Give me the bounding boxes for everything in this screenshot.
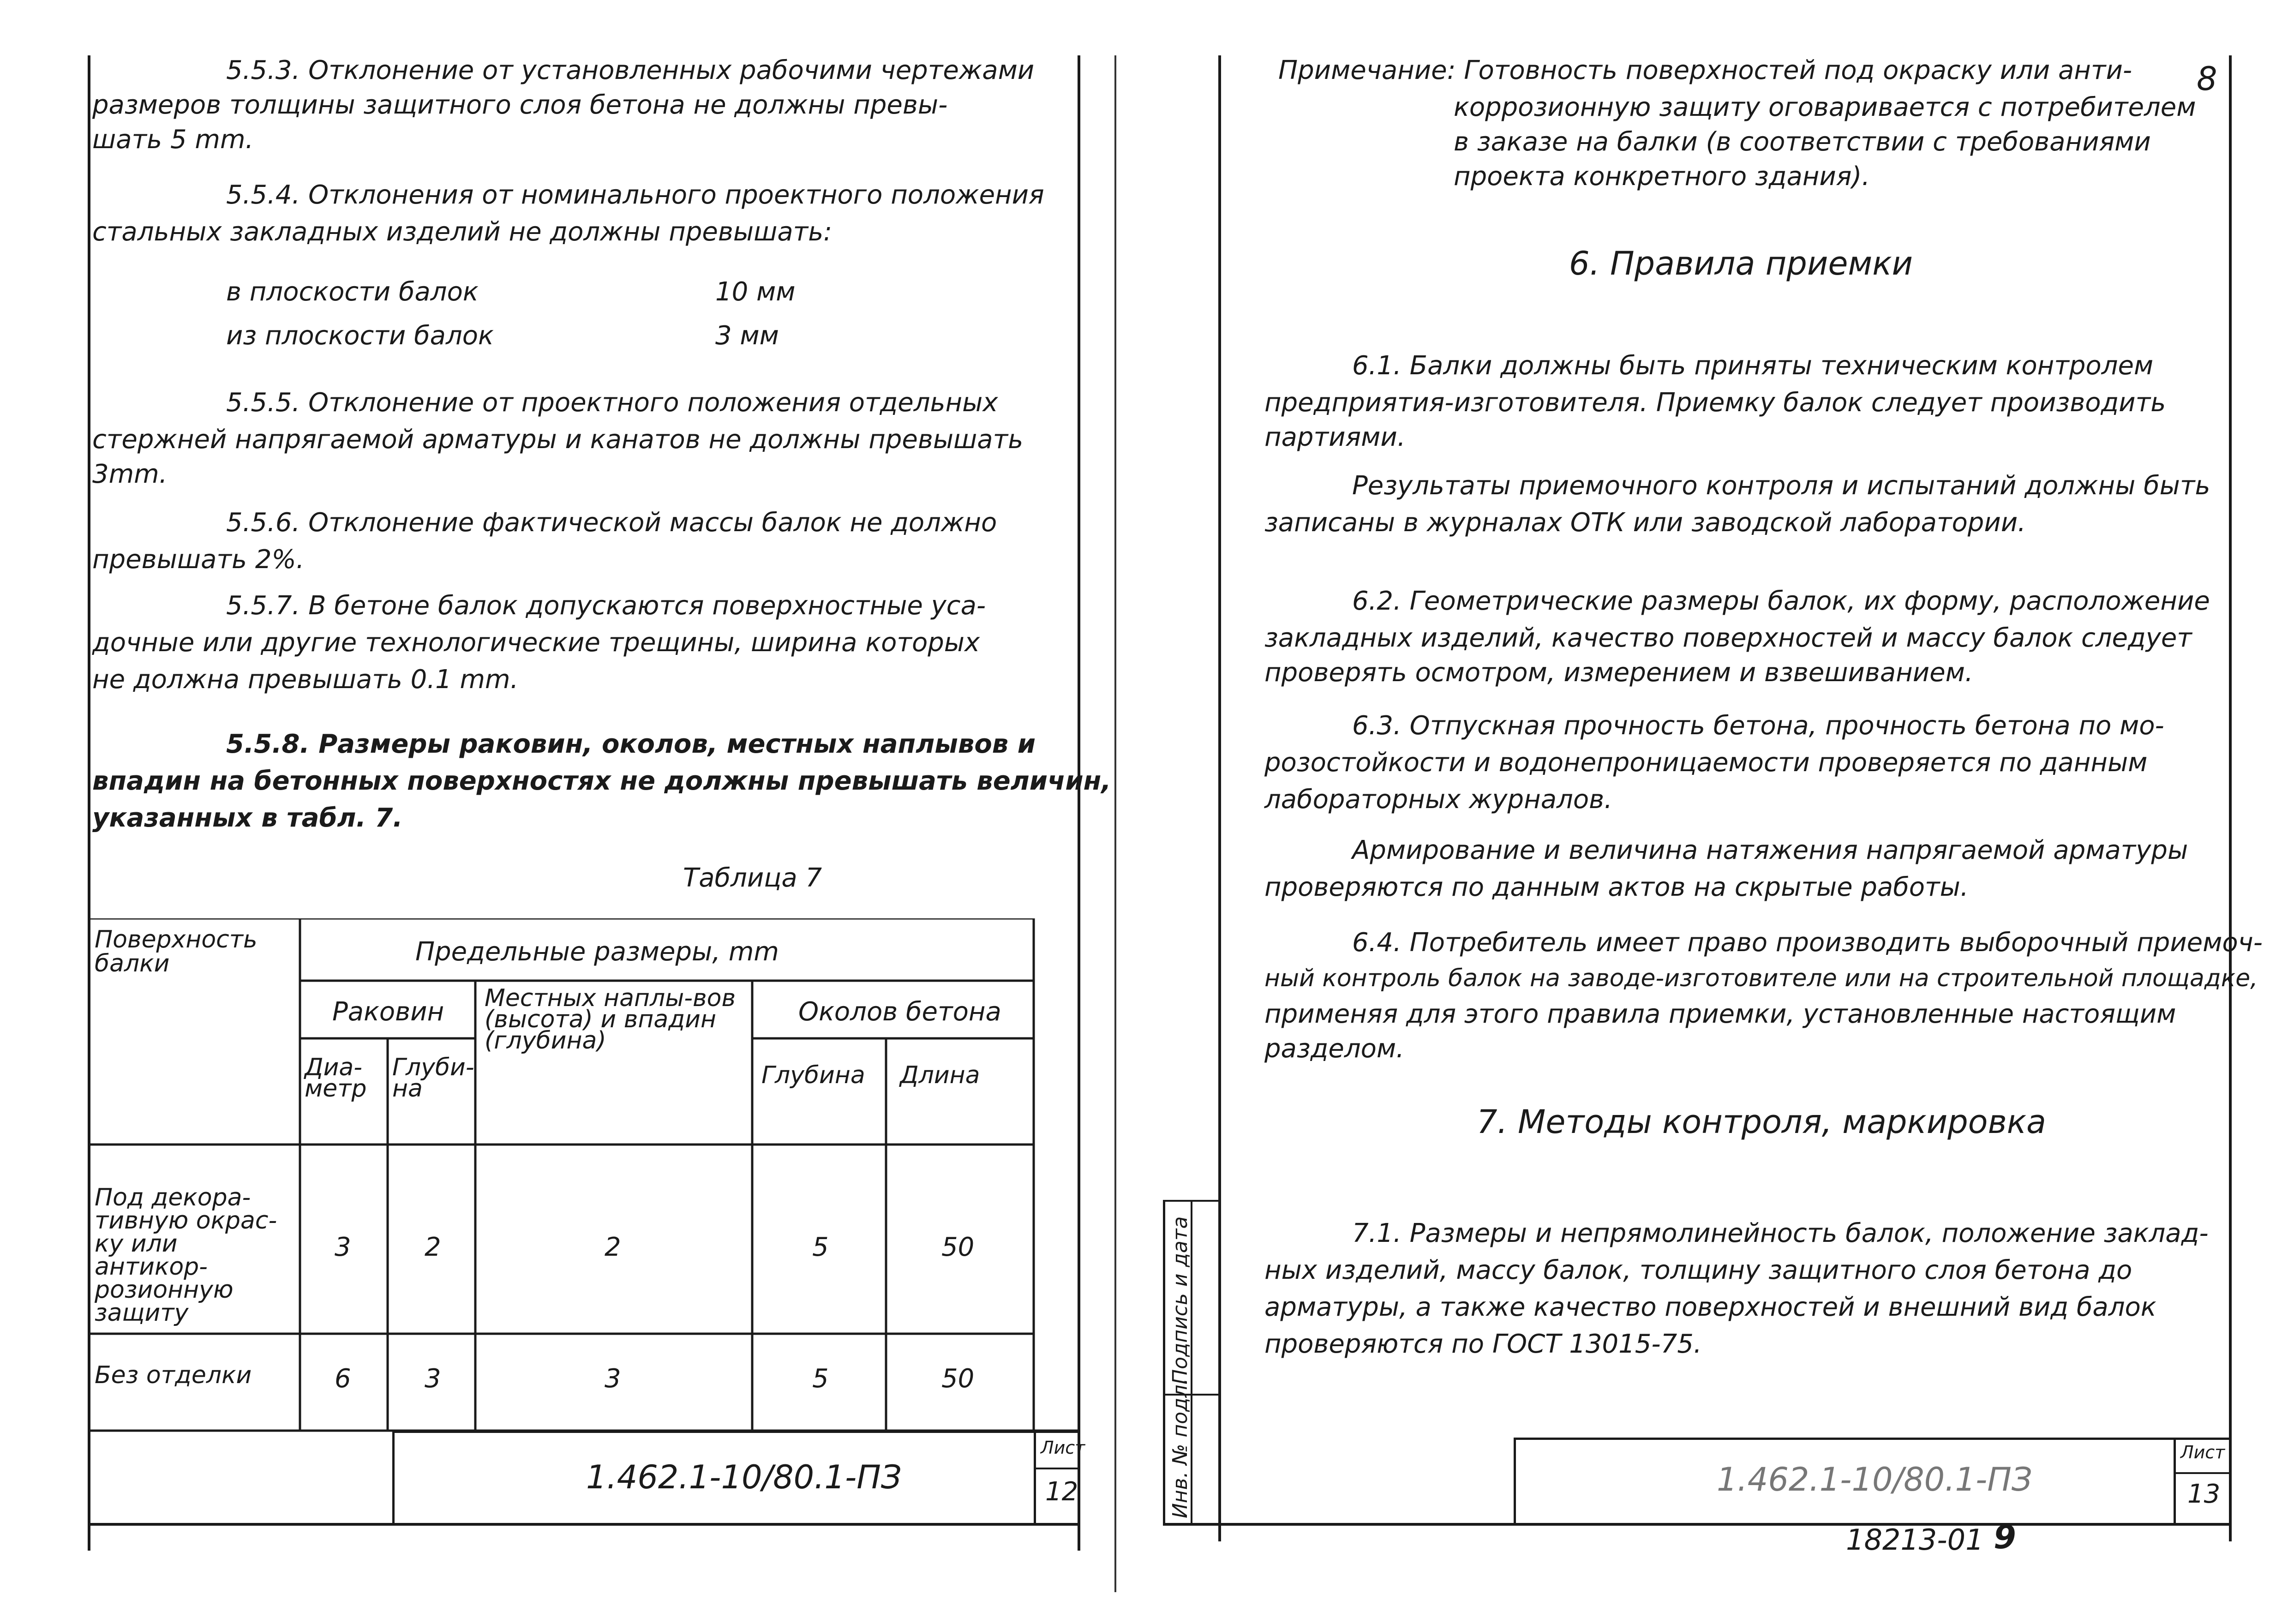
row2-surface: Без отделки (95, 1361, 252, 1389)
th-limits: Предельные размеры, mm (415, 937, 779, 967)
table-7 (88, 918, 1080, 1435)
row2-local: 3 (605, 1364, 621, 1394)
p63b-line2: проверяются по данным актов на скрытые работы. (1264, 872, 1969, 902)
note-line4: проекта конкретного здания). (1454, 162, 1870, 192)
side-label-inv: Инв. № подл. (1168, 1378, 1192, 1518)
p553-line3: шать 5 mm. (92, 125, 254, 155)
row1-diam: 3 (335, 1232, 351, 1262)
th-chip-len: Длина (900, 1061, 980, 1089)
row1-chip-depth: 5 (812, 1232, 829, 1262)
right-sheet-no: 13 (2187, 1479, 2221, 1509)
p71-line1: 7.1. Размеры и непрямолинейность балок, положение заклад- (1352, 1218, 2209, 1248)
p61b-line1: Результаты приемочного контроля и испытаний должны быть (1352, 471, 2210, 501)
p63b-line1: Армирование и величина натяжения напрягаемой арматуры (1352, 835, 2188, 865)
right-stamp-code: 1.462.1-10/80.1-ПЗ (1717, 1461, 2032, 1498)
p61b-line2: записаны в журналах ОТК или заводской лаборатории. (1264, 508, 2026, 538)
left-sheet-no: 12 (1045, 1477, 1078, 1507)
heading-6: 6. Правила приемки (1569, 245, 1913, 282)
row1-depth: 2 (425, 1232, 441, 1262)
p558-line1: 5.5.8. Размеры раковин, околов, местных наплывов и (226, 729, 1036, 759)
p64-line4: разделом. (1264, 1034, 1404, 1064)
p64-line3: применяя для этого правила приемки, установленные настоящим (1264, 999, 2176, 1029)
row2-depth: 3 (425, 1364, 441, 1394)
p556-line1: 5.5.6. Отклонение фактической массы балок не должно (226, 508, 997, 538)
th-chip-depth: Глубина (761, 1061, 865, 1089)
p555-line2: стержней напрягаемой арматуры и канатов не должны превышать (92, 425, 1024, 455)
row2-diam: 6 (335, 1364, 351, 1394)
left-page-frame-bottom (88, 1523, 1080, 1526)
th-chips: Околов бетона (798, 997, 1001, 1027)
p62-line3: проверять осмотром, измерением и взвешиванием. (1264, 658, 1973, 688)
p63-line3: лабораторных журналов. (1264, 785, 1612, 815)
right-page-frame-right (2229, 55, 2232, 1541)
p558-line2: впадин на бетонных поверхностях не должны превышать величин, (92, 766, 1111, 796)
p554-line2: стальных закладных изделий не должны превышать: (92, 217, 833, 247)
p62-line2: закладных изделий, качество поверхностей и массу балок следует (1264, 623, 2192, 653)
p555-line1: 5.5.5. Отклонение от проектного положения отдельных (226, 388, 998, 418)
dev-row-1-label: в плоскости балок (226, 277, 479, 307)
archive-number: 18213-01 (1846, 1523, 1984, 1557)
right-page-frame-left (1218, 55, 1221, 1541)
right-sheet-label: Лист (2180, 1442, 2225, 1462)
left-stamp-code: 1.462.1-10/80.1-ПЗ (586, 1458, 902, 1496)
p61-line1: 6.1. Балки должны быть приняты техническим контролем (1352, 351, 2154, 381)
dev-row-2-value: 3 мм (715, 321, 779, 351)
p64-line1: 6.4. Потребитель имеет право производить выборочный приемоч- (1352, 928, 2263, 958)
p556-line2: превышать 2%. (92, 545, 305, 575)
p557-line2: дочные или другие технологические трещины, ширина которых (92, 628, 980, 658)
left-sheet-label: Лист (1041, 1438, 1085, 1458)
dev-row-2-label: из плоскости балок (226, 321, 494, 351)
p71-line2: ных изделий, массу балок, толщину защитного слоя бетона до (1264, 1255, 2132, 1285)
p553-line2: размеров толщины защитного слоя бетона не должны превы- (92, 90, 948, 120)
archive-page: 9 (1994, 1518, 2016, 1556)
page-mark: 8 (2197, 60, 2217, 98)
p71-line3: арматуры, а также качество поверхностей и внешний вид балок (1264, 1292, 2156, 1322)
p557-line1: 5.5.7. В бетоне балок допускаются поверхностные уса- (226, 591, 986, 621)
right-stamp-sheet-h (2174, 1472, 2232, 1474)
th-diam: Диа-метр (305, 1054, 367, 1103)
p61-line3: партиями. (1264, 422, 1406, 452)
row1-local: 2 (605, 1232, 621, 1262)
row1-chip-len: 50 (941, 1232, 975, 1262)
side-strip-left (1163, 1200, 1165, 1523)
p71-line4: проверяются по ГОСТ 13015-75. (1264, 1329, 1702, 1359)
side-strip-top (1163, 1200, 1218, 1202)
table-title: Таблица 7 (683, 863, 822, 893)
row2-chip-len: 50 (941, 1364, 975, 1394)
p61-line2: предприятия-изготовителя. Приемку балок следует производить (1264, 388, 2166, 418)
p553-line1: 5.5.3. Отклонение от установленных рабочими чертежами (226, 55, 1035, 85)
left-stamp-sheet-divider (1034, 1431, 1036, 1525)
note-line1: Примечание: Готовность поверхностей под окраску или анти- (1278, 55, 2132, 85)
right-stamp-divider (1514, 1438, 1516, 1525)
p63-line1: 6.3. Отпускная прочность бетона, прочность бетона по мо- (1352, 711, 2164, 741)
left-stamp-divider (392, 1431, 395, 1525)
note-line3: в заказе на балки (в соответствии с требованиями (1454, 127, 2151, 157)
p554-line1: 5.5.4. Отклонения от номинального проектного положения (226, 180, 1044, 210)
right-stamp-sheet-divider (2174, 1438, 2176, 1525)
binding-line (1114, 55, 1116, 1592)
p62-line1: 6.2. Геометрические размеры балок, их форму, расположение (1352, 586, 2210, 616)
p555-line3: 3mm. (92, 459, 168, 489)
p63-line2: розостойкости и водонепроницаемости проверяется по данным (1264, 748, 2148, 778)
p557-line3: не должна превышать 0.1 mm. (92, 665, 519, 695)
th-local: Местных наплы-вов (высота) и впадин (глубина) (485, 984, 736, 1055)
right-page-frame-bottom (1163, 1523, 2232, 1526)
row1-surface: Под декора-тивную окрас-ку или антикор-розионную защиту (95, 1184, 277, 1327)
side-label-signature: Подпись и дата (1168, 1216, 1192, 1384)
th-surface: Поверхность балки (95, 926, 258, 977)
th-depth: Глуби-на (392, 1054, 474, 1103)
row2-chip-depth: 5 (812, 1364, 829, 1394)
note-line2: коррозионную защиту оговаривается с потребителем (1454, 92, 2196, 122)
heading-7: 7. Методы контроля, маркировка (1477, 1103, 2046, 1141)
right-stamp-top (1514, 1438, 2232, 1440)
dev-row-1-value: 10 мм (715, 277, 796, 307)
p558-line3: указанных в табл. 7. (92, 803, 403, 833)
left-stamp-top (392, 1431, 1080, 1433)
p64-line2: ный контроль балок на заводе-изготовителе или на строительной площадке, (1264, 965, 2258, 992)
th-pits: Раковин (332, 997, 444, 1027)
left-stamp-sheet-h (1034, 1468, 1080, 1469)
